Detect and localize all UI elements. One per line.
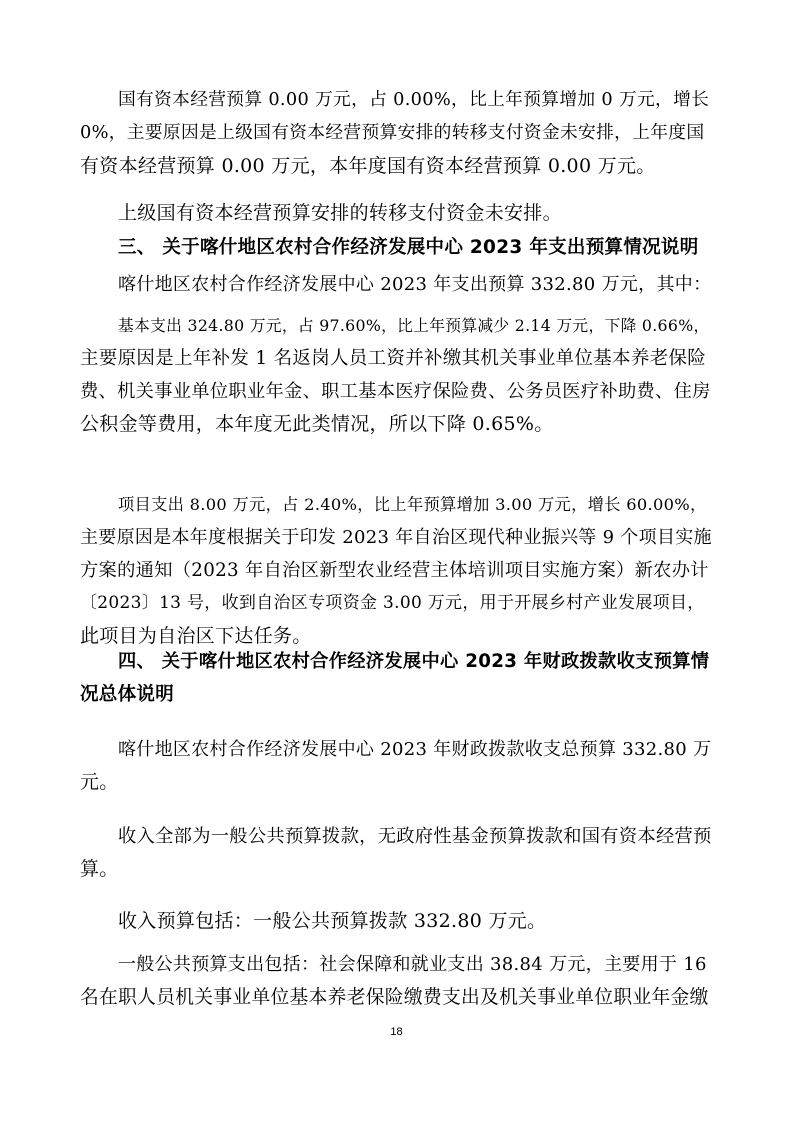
section-heading-four [80, 645, 712, 711]
text-line: 主要原因是本年度根据关于印发 2023 年自治区现代种业振兴等 9 个项目实施 [80, 527, 712, 548]
text-line: 〔2023〕13 号，收到自治区专项资金 3.00 万元，用于开展乡村产业发展项目， [80, 593, 705, 613]
text-line: 喀什地区农村合作经济发展中心 2023 年财政拨款收支总预算 332.80 万 [118, 739, 712, 760]
text-line: 公积金等费用，本年度无此类情况，所以下降 0.65%。 [80, 413, 554, 435]
text-line: 名在职人员机关事业单位基本养老保险缴费支出及机关事业单位职业年金缴 [80, 987, 709, 1008]
text-line: 国有资本经营预算 0.00 万元，占 0.00%，比上年预算增加 0 万元，增长 [118, 90, 710, 110]
paragraph-transfer-note [80, 197, 712, 230]
page-number: 18 [390, 1026, 403, 1038]
section-heading-three [80, 231, 712, 264]
paragraph-basic-expenditure [80, 309, 712, 441]
text-line: 主要原因是上年补发 1 名返岗人员工资并补缴其机关事业单位基本养老保险 [80, 348, 707, 369]
text-line: 收入全部为一般公共预算拨款，无政府性基金预算拨款和国有资本经营预 [118, 826, 712, 847]
paragraph-income-budget [80, 905, 712, 938]
text-line: 0%，主要原因是上级国有资本经营预算安排的转移支付资金未安排，上年度国 [80, 123, 705, 143]
text-line: 项目支出 8.00 万元，占 2.40%，比上年预算增加 3.00 万元，增长 60.00%， [118, 495, 707, 514]
text-line: 上级国有资本经营预算安排的转移支付资金未安排。 [118, 202, 562, 224]
paragraph-project-expenditure [80, 488, 712, 653]
text-line: 有资本经营预算 0.00 万元，本年度国有资本经营预算 0.00 万元。 [80, 155, 656, 177]
text-line: 收入预算包括：一般公共预算拨款 332.80 万元。 [118, 910, 547, 932]
heading-line: 四、 关于喀什地区农村合作经济发展中心 2023 年财政拨款收支预算情 [118, 651, 710, 672]
paragraph-state-capital-income [80, 84, 712, 183]
paragraph-income-source [80, 820, 712, 886]
text-line: 元。 [80, 771, 119, 793]
text-line: 喀什地区农村合作经济发展中心 2023 年支出预算 332.80 万元，其中： [118, 274, 712, 295]
paragraph-fiscal-total [80, 733, 712, 799]
text-line: 算。 [80, 858, 119, 880]
text-line: 方案的通知（2023 年自治区新型农业经营主体培训项目实施方案）新农办计 [80, 560, 709, 581]
text-line: 费、机关事业单位职业年金、职工基本医疗保险费、公务员医疗补助费、住房 [80, 381, 711, 402]
text-line: 一般公共预算支出包括：社会保障和就业支出 38.84 万元，主要用于 16 [118, 954, 707, 975]
paragraph-expenditure-total [80, 268, 712, 301]
text-line: 此项目为自治区下达任务。 [80, 625, 312, 647]
heading-line: 三、 关于喀什地区农村合作经济发展中心 2023 年支出预算情况说明 [118, 237, 699, 258]
text-line: 基本支出 324.80 万元，占 97.60%，比上年预算减少 2.14 万元，下降 0.66%， [118, 316, 710, 335]
heading-line: 况总体说明 [80, 684, 175, 705]
paragraph-general-expenditure [80, 948, 712, 1014]
